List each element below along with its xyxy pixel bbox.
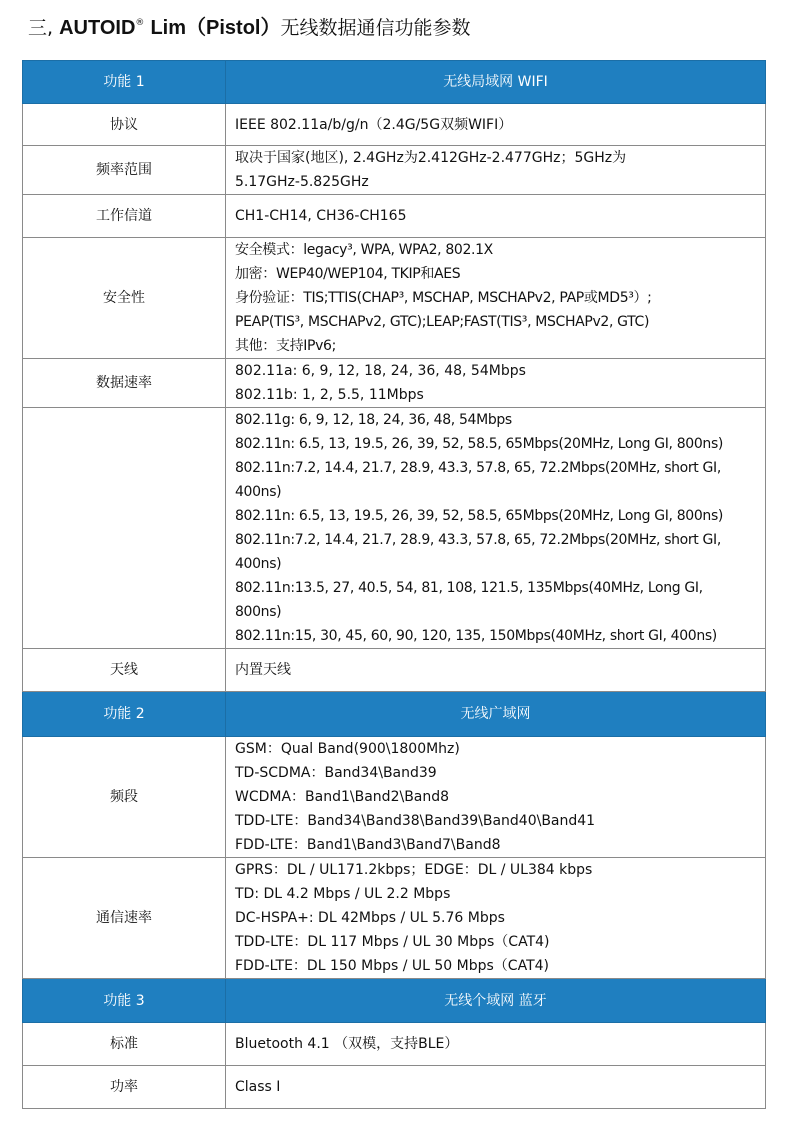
section-header-3: [23, 979, 766, 1023]
row-label: 安全性: [23, 238, 226, 359]
page-title: [28, 9, 470, 42]
registered-mark: ®: [135, 18, 145, 28]
table-row: [23, 1066, 766, 1109]
row-label: 工作信道: [23, 195, 226, 238]
section-header-2: [23, 692, 766, 737]
spec-table: [22, 60, 766, 1109]
row-value: GPRS：DL / UL171.2kbps；EDGE：DL / UL384 kbps TD: DL 4.2 Mbps / UL 2.2 Mbps DC-HSPA+: DL 42Mbps / UL 5.76 Mbps TDD-LTE：DL 117 Mbps / UL 30 Mbps（CAT4) FDD-LTE：DL 150 Mbps / UL 50 Mbps（CAT4): [226, 858, 766, 979]
section-header-1: [23, 61, 766, 104]
table-row: [23, 408, 766, 649]
row-value: Bluetooth 4.1 （双模，支持BLE）: [226, 1023, 766, 1066]
section-label: 功能 1: [23, 61, 226, 104]
row-label: 天线: [23, 649, 226, 692]
row-value: GSM：Qual Band(900\1800Mhz) TD-SCDMA：Band34\Band39 WCDMA：Band1\Band2\Band8 TDD-LTE：Band34\Band38\Band39\Band40\Band41 FDD-LTE：Band1\Band3\Band7\Band8: [226, 737, 766, 858]
row-value: Class I: [226, 1066, 766, 1109]
row-value: 内置天线: [226, 649, 766, 692]
row-label: 协议: [23, 104, 226, 146]
section-title: 无线局域网 WIFI: [226, 61, 766, 104]
title-brand: AUTOID: [59, 17, 136, 39]
row-label: 标准: [23, 1023, 226, 1066]
row-value: 取决于国家(地区), 2.4GHz为2.412GHz-2.477GHz；5GHz为 5.17GHz-5.825GHz: [226, 146, 766, 195]
section-label: 功能 2: [23, 692, 226, 737]
table-row: [23, 359, 766, 408]
row-value: 安全模式：legacy³, WPA, WPA2, 802.1X 加密：WEP40/WEP104, TKIP和AES 身份验证：TIS;TTIS(CHAP³, MSCHAP, MSCHAPv2, PAP或MD5³）; PEAP(TIS³, MSCHAPv2, GTC);LEAP;FAST(TIS³, MSCHAPv2, GTC) 其他：支持IPv6;: [226, 238, 766, 359]
table-row: [23, 858, 766, 979]
title-prefix: 三,: [28, 17, 54, 39]
title-suffix: 无线数据通信功能参数: [280, 17, 471, 39]
row-label: 功率: [23, 1066, 226, 1109]
row-label: 频率范围: [23, 146, 226, 195]
row-label: 通信速率: [23, 858, 226, 979]
title-model: Lim（Pistol）: [150, 17, 281, 39]
table-row: [23, 104, 766, 146]
section-label: 功能 3: [23, 979, 226, 1023]
row-value: 802.11g: 6, 9, 12, 18, 24, 36, 48, 54Mbps 802.11n: 6.5, 13, 19.5, 26, 39, 52, 58.5, 65Mbps(20MHz, Long GI, 800ns) 802.11n:7.2, 14.4, 21.7, 28.9, 43.3, 57.8, 65, 72.2Mbps(20MHz, short GI, 400ns) 802.11n: 6.5, 13, 19.5, 26, 39, 52, 58.5, 65Mbps(20MHz, Long GI, 800ns) 802.11n:7.2, 14.4, 21.7, 28.9, 43.3, 57.8, 65, 72.2Mbps(20MHz, short GI, 400ns) 802.11n:13.5, 27, 40.5, 54, 81, 108, 121.5, 135Mbps(40MHz, Long GI, 800ns) 802.11n:15, 30, 45, 60, 90, 120, 135, 150Mbps(40MHz, short GI, 400ns): [226, 408, 766, 649]
table-row: [23, 195, 766, 238]
row-value: IEEE 802.11a/b/g/n（2.4G/5G双频WIFI）: [226, 104, 766, 146]
row-value: 802.11a: 6, 9, 12, 18, 24, 36, 48, 54Mbps 802.11b: 1, 2, 5.5, 11Mbps: [226, 359, 766, 408]
table-row: [23, 649, 766, 692]
row-label: 数据速率: [23, 359, 226, 408]
table-row: [23, 146, 766, 195]
table-row: [23, 1023, 766, 1066]
table-row: [23, 737, 766, 858]
section-title: 无线个域网 蓝牙: [226, 979, 766, 1023]
row-value: CH1-CH14, CH36-CH165: [226, 195, 766, 238]
row-label: [23, 408, 226, 649]
section-title: 无线广域网: [226, 692, 766, 737]
row-label: 频段: [23, 737, 226, 858]
table-row: [23, 238, 766, 359]
